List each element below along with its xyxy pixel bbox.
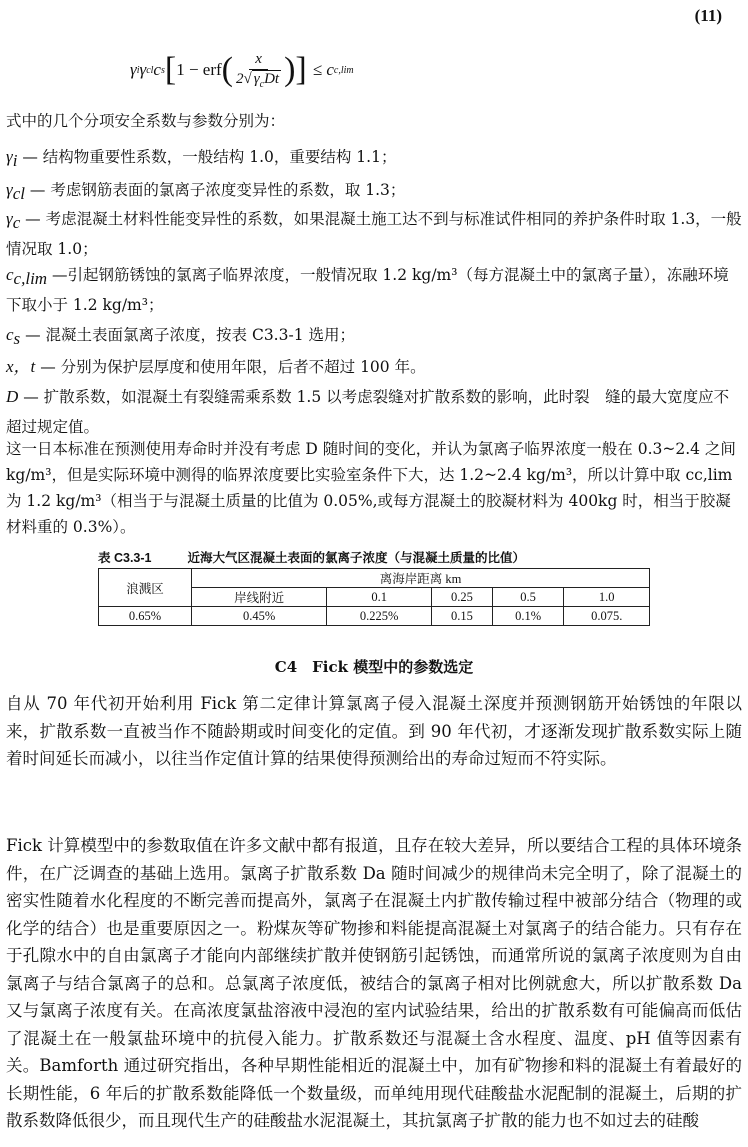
distance-cell: 岸线附近 [192,588,327,607]
fraction: $\frac{x}{2√ \gamma_cDt}$ [235,50,280,90]
distance-cell: 0.25 [432,588,493,607]
table-caption: 表 C3.3-1 近海大气区混凝土表面的氯离子浓度（与混凝土质量的比值） [98,551,526,565]
value-cell: 0.075. [564,607,650,626]
gamma-symbol: γ [130,60,137,79]
distance-header: 离海岸距离 km [192,569,650,588]
remark-paragraph: 这一日本标准在预测使用寿命时并没有考虑 D 随时间的变化，并认为氯离子临界浓度一般在 0.3~2.4 之间 kg/m³，但是实际环境中测得的临界浓度要比实验室条件下大，达 1.2~2.4 kg/m³，所以计算中取 cc,lim 为 1.2 kg/m³（相当于与混凝土质量的比值为 0.05%,或每方混凝土的胶凝材料为 400kg 时，相当于胶凝材料重的 0.3%）。 [6,440,736,536]
distance-cell: 1.0 [564,588,650,607]
param-gamma-cl: $\gamma_{cl}$ — 考虑钢筋表面的氯离子浓度变异性的系数，取 1.3； [6,180,406,204]
left-bracket: [ [164,51,177,88]
distance-cell: 0.1 [327,588,432,607]
body-paragraph-2: Fick 计算模型中的参数取值在许多文献中都有报道，且存在较大差异，所以要结合工程的具体环境条件，在广泛调查的基础上选用。氯离子扩散系数 Da 随时间减少的规律尚未完全明了，除了混凝土的密实性随着水化程度的不断完善而提高外，氯离子在混凝土内扩散传输过程中被部分结合（物理的或化学的结合）也是重要原因之一。粉煤灰等矿物掺和料能提高混凝土对氯离子的结合能力。只有存在于孔隙水中的自由氯离子才能向内部继续扩散并使钢筋引起锈蚀，而通常所说的氯离子浓度则为自由氯离子与结合氯离子的总和。总氯离子浓度低，被结合的氯离子相对比例就愈大，所以扩散系数 Da 又与氯离子浓度有关。在高浓度氯盐溶液中浸泡的室内试验结果，给出的扩散系数有可能偏高而低估了混凝土在一般氯盐环境中的抗侵入能力。扩散系数还与混凝土含水程度、温度、pH 值等因素有关。Bamforth 通过研究指出，各种早期性能相近的混凝土中，加有矿物掺和料的混凝土有着最好的长期性能，6 年后的扩散系数能降低一个数量级，而单纯用现代硅酸盐水泥配制的混凝土，后期的扩散系数降低很少，而且现代生产的硅酸盐水泥混凝土，其抗氯离子扩散的能力也不如过去的硅酸 [6,836,742,1130]
right-paren: ) [284,51,296,88]
param-d: D — 扩散系数，如混凝土有裂缝需乘系数 1.5 以考虑裂缝对扩散系数的影响，此时裂 缝的最大宽度应不超过规定值。 [6,387,730,437]
section-title: C4 Fick 模型中的参数选定 [274,658,474,676]
body-paragraph-1: 自从 70 年代初开始利用 Fick 第二定律计算氯离子侵入混凝土深度并预测钢筋开始锈蚀的年限以来，扩散系数一直被当作不随龄期或时间变化的定值。到 90 年代初，才逐渐发现扩散系数实际上随着时间延长而减小，以往当作定值计算的结果使得预测给出的寿命过短而不符实际。 [6,694,742,768]
surface-chloride-table [98,568,650,626]
value-cell: 0.15 [432,607,493,626]
erf-inequality-formula: γ i γ cl c s [ 1 − erf ( $\frac{x}{2√ \gamma_cDt}$ ) ] ≤ c c,lim [130,50,354,90]
zone-header: 浪溅区 [99,569,192,607]
left-paren: ( [221,51,233,88]
equation-number: (11) [694,6,722,25]
value-cell: 0.45% [192,607,327,626]
right-bracket: ] [295,51,307,88]
param-c-clim: $c_{c,lim}$ —引起钢筋锈蚀的氯离子临界浓度，一般情况取 1.2 kg/m³（每方混凝土中的氯离子量），冻融环境下取小于 1.2 kg/m³； [6,265,729,315]
value-cell: 0.1% [492,607,564,626]
param-cs: $c_s$ — 混凝土表面氯离子浓度，按表 C3.3-1 选用； [6,325,355,349]
param-gamma-c: $\gamma_c$ — 考虑混凝土材料性能变异性的系数，如果混凝土施工达不到与标准试件相同的养护条件时取 1.3，一般情况取 1.0； [6,209,742,259]
param-gamma-i: $\gamma_i$ — 结构物重要性系数，一般结构 1.0，重要结构 1.1； [6,147,397,171]
param-x-t: x，t — 分别为保护层厚度和使用年限，后者不超过 100 年。 [6,357,426,376]
distance-cell: 0.5 [492,588,564,607]
gamma-symbol: γ [139,60,147,79]
value-cell: 0.65% [99,607,192,626]
value-cell: 0.225% [327,607,432,626]
params-intro: 式中的几个分项安全系数与参数分别为： [6,112,286,130]
